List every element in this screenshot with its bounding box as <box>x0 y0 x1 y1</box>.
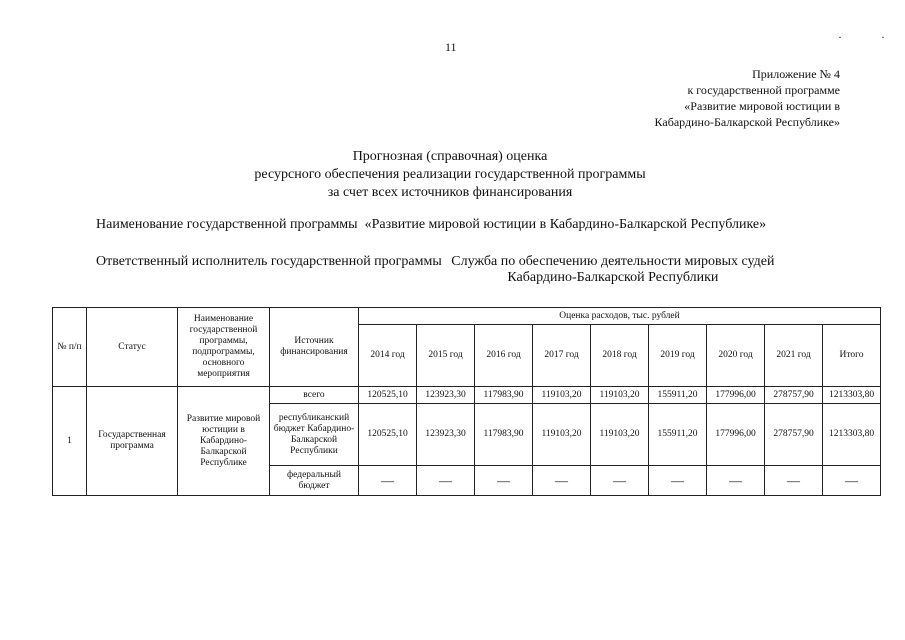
document-title <box>200 148 700 202</box>
value-cell: 177996,00 <box>707 404 765 466</box>
executor-value-line: Кабардино-Балкарской Республики <box>507 270 719 285</box>
header-total: Итого <box>823 325 881 387</box>
program-label: Наименование государственной программы <box>96 217 358 232</box>
title-line: ресурсного обеспечения реализации государственной программы <box>254 167 646 182</box>
row-status: Государственная программа <box>87 387 178 496</box>
value-cell: 155911,20 <box>649 387 707 404</box>
program-name-line <box>96 217 766 233</box>
value-cell: 120525,10 <box>359 404 417 466</box>
appendix-line: к государственной программе <box>687 83 840 97</box>
row-num: 1 <box>53 387 87 496</box>
value-cell: 123923,30 <box>417 404 475 466</box>
source-label: всего <box>270 387 359 404</box>
header-year: 2016 год <box>475 325 533 387</box>
header-year: 2014 год <box>359 325 417 387</box>
value-cell: 117983,90 <box>475 387 533 404</box>
value-cell: — <box>533 466 591 496</box>
value-cell: 278757,90 <box>765 387 823 404</box>
value-cell: 119103,20 <box>533 387 591 404</box>
table-row <box>53 387 881 404</box>
header-year: 2019 год <box>649 325 707 387</box>
page-number: 11 <box>445 40 457 54</box>
title-line: Прогнозная (справочная) оценка <box>352 149 548 164</box>
executor-line <box>96 254 774 286</box>
value-cell: — <box>649 466 707 496</box>
value-cell: 123923,30 <box>417 387 475 404</box>
value-cell: — <box>475 466 533 496</box>
corner-marks: · · <box>838 30 903 44</box>
program-value: «Развитие мировой юстиции в Кабардино-Балкарской Республике» <box>364 217 767 232</box>
value-cell: 119103,20 <box>533 404 591 466</box>
value-cell: 119103,20 <box>591 387 649 404</box>
source-label: федеральный бюджет <box>270 466 359 496</box>
value-cell: — <box>591 466 649 496</box>
header-status: Статус <box>87 308 178 387</box>
value-cell: 117983,90 <box>475 404 533 466</box>
header-estimate: Оценка расходов, тыс. рублей <box>359 308 881 325</box>
value-cell: — <box>765 466 823 496</box>
header-num: № п/п <box>53 308 87 387</box>
value-cell: 120525,10 <box>359 387 417 404</box>
row-name: Развитие мировой юстиции в Кабардино-Балкарской Республике <box>178 387 270 496</box>
value-cell: 177996,00 <box>707 387 765 404</box>
value-cell: 278757,90 <box>765 404 823 466</box>
header-year: 2020 год <box>707 325 765 387</box>
executor-value-line: Служба по обеспечению деятельности мировых судей <box>451 254 775 269</box>
header-year: 2015 год <box>417 325 475 387</box>
executor-label: Ответственный исполнитель государственной программы <box>96 254 442 269</box>
resource-table <box>52 307 881 496</box>
appendix-line: «Развитие мировой юстиции в <box>684 99 840 113</box>
value-cell: — <box>707 466 765 496</box>
header-source: Источник финансирования <box>270 308 359 387</box>
appendix-block <box>600 66 840 130</box>
header-year: 2018 год <box>591 325 649 387</box>
value-cell: — <box>823 466 881 496</box>
value-cell: 1213303,80 <box>823 404 881 466</box>
value-cell: 1213303,80 <box>823 387 881 404</box>
source-label: республиканский бюджет Кабардино-Балкарской Республики <box>270 404 359 466</box>
header-name: Наименование государственной программы, подпрограммы, основного мероприятия <box>178 308 270 387</box>
appendix-line: Приложение № 4 <box>752 67 840 81</box>
value-cell: — <box>359 466 417 496</box>
value-cell: — <box>417 466 475 496</box>
executor-value <box>451 254 774 286</box>
header-year: 2021 год <box>765 325 823 387</box>
header-year: 2017 год <box>533 325 591 387</box>
value-cell: 155911,20 <box>649 404 707 466</box>
value-cell: 119103,20 <box>591 404 649 466</box>
title-line: за счет всех источников финансирования <box>327 185 573 200</box>
appendix-line: Кабардино-Балкарской Республике» <box>654 115 840 129</box>
